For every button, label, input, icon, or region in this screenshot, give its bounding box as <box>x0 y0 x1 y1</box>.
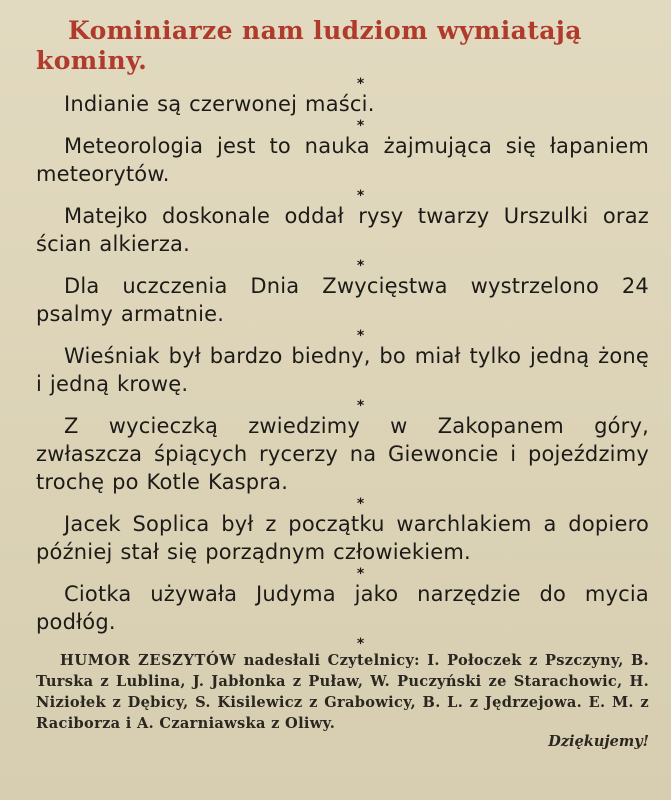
list-item <box>36 260 649 328</box>
headline <box>36 16 649 76</box>
asterisk-separator: * <box>356 398 365 414</box>
list-item <box>36 400 649 496</box>
asterisk-separator: * <box>356 76 365 92</box>
item-text: Ciotka używała Judyma jako narzędzie do mycia podłóg. <box>36 582 649 634</box>
asterisk-separator: * <box>356 118 365 134</box>
list-item <box>36 120 649 188</box>
asterisk-separator: * <box>356 636 365 652</box>
item-text: Indianie są czerwonej maści. <box>64 92 375 116</box>
item-text: Jacek Soplica był z początku warchlakiem a dopiero później stał się porządnym człowiekiem. <box>36 512 649 564</box>
asterisk-separator: * <box>356 496 365 512</box>
credits-lead: HUMOR ZESZYTÓW <box>60 652 237 669</box>
list-item <box>36 568 649 636</box>
item-text: Dla uczczenia Dnia Zwycięstwa wystrzelono 24 psalmy armatnie. <box>36 274 649 326</box>
list-item <box>36 190 649 258</box>
credits-paragraph <box>36 650 649 734</box>
list-item <box>36 78 649 118</box>
asterisk-separator: * <box>356 258 365 274</box>
asterisk-separator: * <box>356 328 365 344</box>
list-item <box>36 330 649 398</box>
credits-text: nadesłali Czytelnicy: I. Połoczek z Pszczyny, B. Turska z Lublina, J. Jabłonka z Puław, W. Puczyński ze Starachowic, H. Niziołek z Dębicy, S. Kisilewicz z Grabowicy, B. L. z Jędrzejowa. E. M. z Raciborza i A. Czarniawska z Oliwy. <box>36 652 649 732</box>
asterisk-separator: * <box>356 188 365 204</box>
headline-line-1: Kominiarze nam ludziom wymiatają <box>68 16 582 45</box>
humor-items-list <box>36 78 649 650</box>
list-item <box>36 498 649 566</box>
asterisk-separator: * <box>356 566 365 582</box>
headline-line-2: kominy. <box>36 46 148 75</box>
thanks-note: Dziękujemy! <box>548 733 649 750</box>
item-text: Z wycieczką zwiedzimy w Zakopanem góry, zwłaszcza śpiących rycerzy na Giewoncie i pojeździmy trochę po Kotle Kaspra. <box>36 414 649 494</box>
item-text: Meteorologia jest to nauka żajmująca się łapaniem meteorytów. <box>36 134 649 186</box>
item-text: Matejko doskonale oddał rysy twarzy Urszulki oraz ścian alkierza. <box>36 204 649 256</box>
item-text: Wieśniak był bardzo biedny, bo miał tylko jedną żonę i jedną krowę. <box>36 344 649 396</box>
